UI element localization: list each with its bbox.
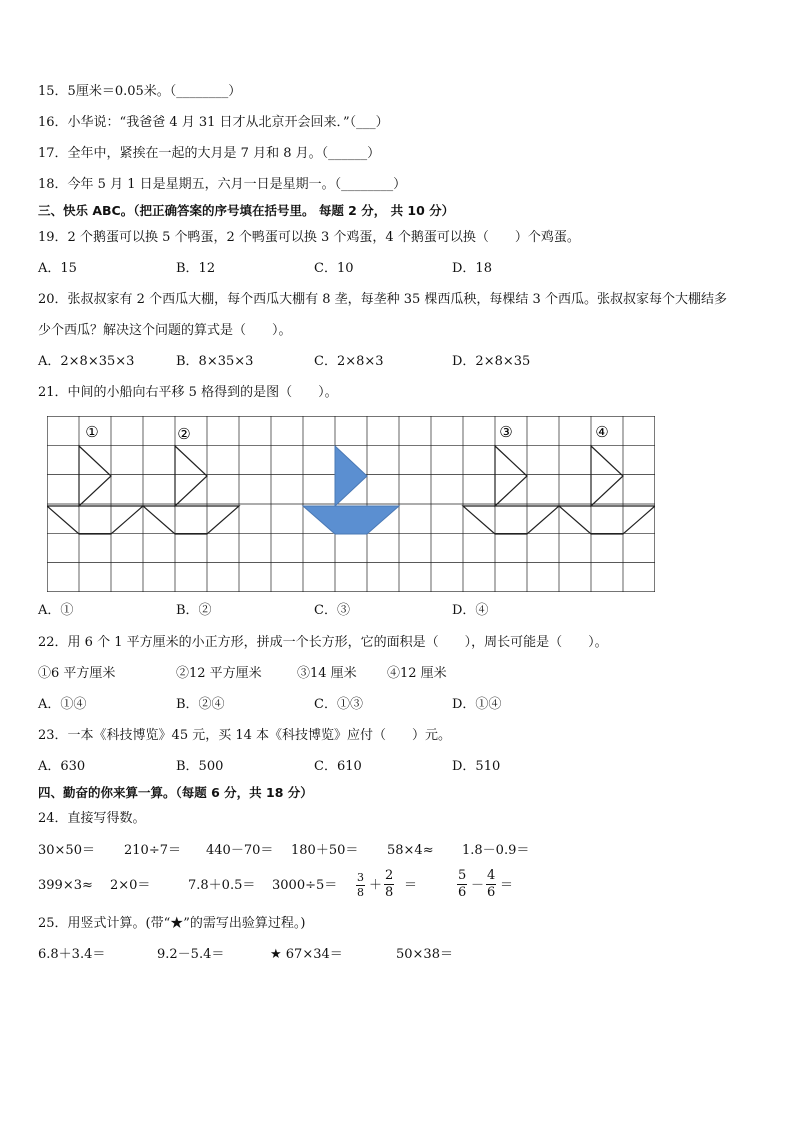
question-20-line-2: 少个西瓜？解决这个问题的算式是（ ）。 <box>38 323 292 338</box>
boat-option-4 <box>559 446 655 534</box>
q24-item-2: 210÷7＝ <box>124 843 181 858</box>
q23-option-a: A．630 <box>38 759 86 774</box>
q19-option-d: D．18 <box>452 261 492 276</box>
figure-label-1: ① <box>85 423 99 441</box>
q22-choice-2: ②12 平方厘米 <box>176 666 262 681</box>
fraction-5-6: 5 6 <box>458 868 467 900</box>
q24-item-5: 58×4≈ <box>387 843 434 858</box>
q22-option-a: A．①④ <box>38 697 87 712</box>
question-22: 22．用 6 个 1 平方厘米的小正方形，拼成一个长方形，它的面积是（ ），周长可能是（ ）。 <box>38 635 608 650</box>
question-21: 21．中间的小船向右平移 5 格得到的是图（ ）。 <box>38 385 338 400</box>
grid-lines <box>47 416 655 592</box>
q25-item-4: 50×38＝ <box>396 947 453 962</box>
boat-translation-figure <box>47 416 655 592</box>
question-19: 19．2 个鹅蛋可以换 5 个鸭蛋，2 个鸭蛋可以换 3 个鸡蛋，4 个鹅蛋可以换（ ）个鸡蛋。 <box>38 230 580 245</box>
question-20-line-1: 20．张叔叔家有 2 个西瓜大棚，每个西瓜大棚有 8 垄，每垄种 35 棵西瓜秧，每棵结 3 个西瓜。张叔叔家每个大棚结多 <box>38 292 727 307</box>
q22-option-d: D．①④ <box>452 697 502 712</box>
boat-sail <box>335 446 367 506</box>
q22-choice-3: ③14 厘米 <box>297 666 357 681</box>
q21-option-c: C．③ <box>314 603 350 618</box>
fraction-operator-minus: － <box>471 878 485 893</box>
boat-option-3 <box>463 446 559 534</box>
q19-option-b: B．12 <box>176 261 216 276</box>
q25-item-3: ★ 67×34＝ <box>270 947 343 962</box>
q22-choice-4: ④12 厘米 <box>387 666 447 681</box>
q24-item-8: 2×0＝ <box>110 878 151 893</box>
section-4-heading: 四、勤奋的你来算一算。（每题 6 分，共 18 分） <box>38 785 313 800</box>
q24-item-6: 1.8－0.9＝ <box>462 843 530 858</box>
q21-option-d: D．④ <box>452 603 489 618</box>
q23-option-b: B．500 <box>176 759 224 774</box>
fraction-2-equals: ＝ <box>500 878 514 893</box>
fraction-1-equals: ＝ <box>404 878 418 893</box>
q24-item-3: 440－70＝ <box>206 843 274 858</box>
fraction-operator-plus: ＋ <box>369 878 383 893</box>
q24-item-7: 399×3≈ <box>38 878 93 893</box>
q25-item-2: 9.2－5.4＝ <box>157 947 225 962</box>
question-15: 15．5厘米＝0.05米。（________） <box>38 84 242 99</box>
section-3-heading: 三、快乐 ABC。（把正确答案的序号填在括号里。 每题 2 分， 共 10 分） <box>38 203 455 218</box>
fraction-2-8: 2 8 <box>385 868 394 900</box>
q24-item-4: 180＋50＝ <box>291 843 359 858</box>
q22-option-c: C．①③ <box>314 697 363 712</box>
question-23: 23．一本《科技博览》45 元，买 14 本《科技博览》应付（ ）元。 <box>38 728 452 743</box>
boat-middle <box>303 446 399 534</box>
figure-label-4: ④ <box>595 423 609 441</box>
boat-hull <box>303 506 399 534</box>
q24-item-1: 30×50＝ <box>38 843 95 858</box>
question-24: 24．直接写得数。 <box>38 811 146 826</box>
question-25: 25．用竖式计算。(带“★”的需写出验算过程。) <box>38 916 306 931</box>
q21-option-b: B．② <box>176 603 212 618</box>
q25-item-1: 6.8＋3.4＝ <box>38 947 106 962</box>
q20-option-c: C．2×8×3 <box>314 354 384 369</box>
q19-option-c: C．10 <box>314 261 354 276</box>
q23-option-c: C．610 <box>314 759 362 774</box>
figure-label-2: ② <box>177 425 191 443</box>
q19-option-a: A．15 <box>38 261 77 276</box>
boat-option-1 <box>47 446 143 534</box>
q23-option-d: D．510 <box>452 759 501 774</box>
q24-item-9: 7.8＋0.5＝ <box>188 878 256 893</box>
fraction-3-8: 3 8 <box>357 871 364 899</box>
q24-item-10: 3000÷5＝ <box>272 878 338 893</box>
q21-option-a: A．① <box>38 603 74 618</box>
q20-option-b: B．8×35×3 <box>176 354 254 369</box>
figure-label-3: ③ <box>499 423 513 441</box>
question-18: 18．今年 5 月 1 日是星期五，六月一日是星期一。（________） <box>38 177 407 192</box>
q20-option-a: A．2×8×35×3 <box>38 354 135 369</box>
q22-option-b: B．②④ <box>176 697 225 712</box>
boat-option-2 <box>143 446 239 534</box>
fraction-4-6: 4 6 <box>487 868 496 900</box>
question-16: 16．小华说：“我爸爸 4 月 31 日才从北京开会回来．”（___） <box>38 115 389 130</box>
q20-option-d: D．2×8×35 <box>452 354 531 369</box>
q22-choice-1: ①6 平方厘米 <box>38 666 116 681</box>
question-17: 17．全年中，紧挨在一起的大月是 7 月和 8 月。（______） <box>38 146 381 161</box>
